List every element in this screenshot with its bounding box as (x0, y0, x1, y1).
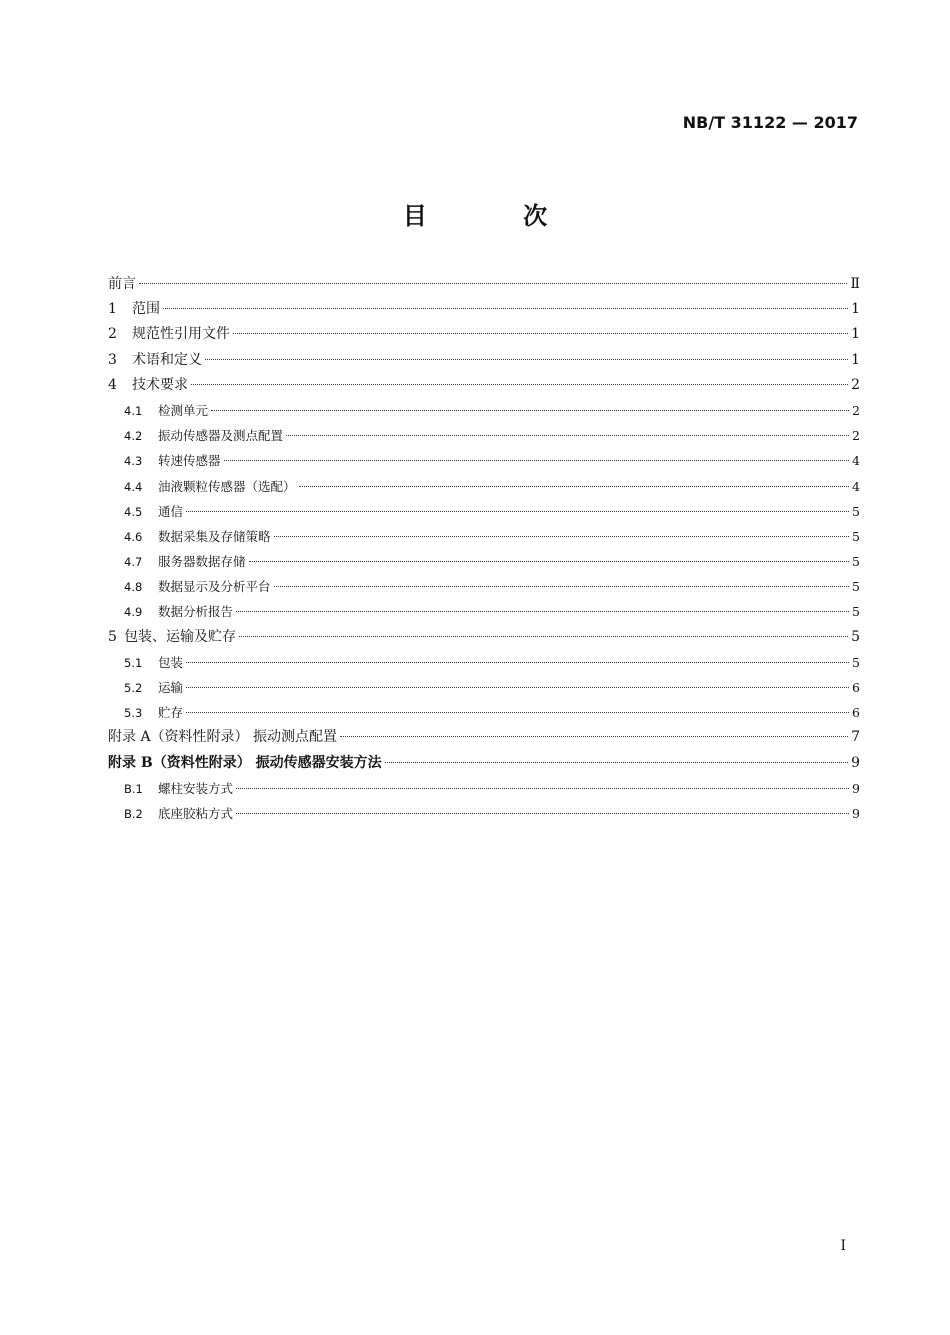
toc-entry-number: 2 (108, 326, 117, 343)
toc-entry[interactable] (108, 297, 860, 322)
toc-entry-page: 6 (852, 680, 860, 695)
dot-leader (186, 511, 849, 512)
toc-entry-number: 4 (108, 376, 117, 393)
toc-entry[interactable] (108, 776, 860, 801)
toc-entry[interactable] (108, 675, 860, 700)
toc-entry-label: 技术要求 (132, 376, 188, 393)
dot-leader (186, 687, 849, 688)
toc-entry[interactable] (108, 725, 860, 750)
toc-entry[interactable] (108, 751, 860, 776)
toc-entry-page: 5 (852, 604, 860, 620)
toc-entry-label: 包装、运输及贮存 (124, 628, 236, 645)
toc-entry-number: 4.5 (124, 504, 143, 519)
dot-leader (233, 333, 848, 334)
toc-entry[interactable] (108, 423, 860, 448)
toc-entry-label: 附录 B（资料性附录） 振动传感器安装方法 (108, 754, 382, 771)
toc-entry-page: 1 (851, 351, 860, 368)
toc-entry-number: 4.1 (124, 403, 143, 418)
toc-entry-label: 规范性引用文件 (132, 326, 230, 343)
toc-entry-number: 3 (108, 351, 117, 368)
toc-entry[interactable] (108, 398, 860, 423)
toc-entry-label: 贮存 (158, 705, 184, 721)
dot-leader (186, 712, 849, 713)
toc-entry-page: 5 (852, 654, 860, 670)
toc-entry[interactable] (108, 373, 860, 398)
dot-leader (191, 384, 848, 385)
toc-entry[interactable] (108, 524, 860, 549)
dot-leader (163, 308, 848, 309)
dot-leader (239, 636, 848, 637)
toc-entry-number: B.1 (124, 781, 143, 796)
toc-entry[interactable] (108, 322, 860, 347)
toc-entry-number: 4.6 (124, 529, 143, 544)
toc-entry[interactable] (108, 448, 860, 473)
toc-entry-label: 包装 (158, 654, 184, 670)
toc-entry-page: 2 (852, 402, 860, 418)
toc-entry-label: 通信 (158, 503, 184, 519)
toc-entry-number: 5.1 (124, 655, 143, 670)
dot-leader (205, 359, 848, 360)
toc-entry-page: 4 (852, 478, 860, 494)
toc-entry-page: 9 (852, 780, 860, 796)
standard-code: NB/T 31122 — 2017 (682, 113, 858, 132)
toc-entry[interactable] (108, 650, 860, 675)
toc-entry-page: 1 (851, 326, 860, 343)
toc-entry-page: 5 (852, 554, 860, 570)
toc-entry[interactable] (108, 499, 860, 524)
toc-entry-number: 4.2 (124, 429, 143, 444)
dot-leader (249, 561, 850, 562)
toc-entry-number: 4.8 (124, 580, 143, 595)
toc-entry-number: 4.4 (124, 479, 143, 494)
toc-entry-number: 4.9 (124, 605, 143, 620)
dot-leader (139, 283, 847, 284)
toc-entry-page: 2 (852, 428, 860, 444)
dot-leader (274, 536, 850, 537)
toc-entry-label: 数据分析报告 (158, 604, 234, 620)
footer-page-number: I (840, 1238, 846, 1254)
toc-entry-label: 转速传感器 (158, 453, 221, 469)
toc-entry-label: 数据显示及分析平台 (158, 579, 271, 595)
toc-entry-label: 数据采集及存储策略 (158, 528, 271, 544)
toc-entry[interactable] (108, 272, 860, 297)
toc-entry-number: 4.3 (124, 454, 143, 469)
toc-entry[interactable] (108, 599, 860, 624)
toc-entry-label: 油液颗粒传感器（选配） (158, 478, 296, 494)
toc-entry-label: 附录 A（资料性附录） 振动测点配置 (108, 729, 338, 746)
toc-entry-page: 7 (851, 729, 860, 746)
table-of-contents (108, 272, 860, 826)
dot-leader (224, 460, 850, 461)
toc-entry-page: 9 (851, 754, 860, 771)
toc-entry-label: 术语和定义 (132, 351, 202, 368)
toc-entry-number: 5.2 (124, 681, 143, 695)
toc-entry-page: 9 (852, 805, 860, 821)
toc-entry-page: 2 (851, 376, 860, 393)
dot-leader (286, 435, 849, 436)
toc-entry[interactable] (108, 348, 860, 373)
toc-entry-number: 5 (108, 628, 117, 645)
toc-entry-label: 检测单元 (158, 402, 209, 418)
toc-entry-page: 5 (852, 528, 860, 544)
toc-entry-page: 5 (851, 628, 860, 645)
toc-entry[interactable] (108, 625, 860, 650)
toc-entry-page: 1 (851, 301, 860, 318)
toc-entry[interactable] (108, 549, 860, 574)
toc-entry-label: 振动传感器及测点配置 (158, 428, 284, 444)
toc-entry-number: B.2 (124, 806, 143, 821)
toc-entry-number: 5.3 (124, 706, 143, 721)
dot-leader (274, 586, 850, 587)
toc-entry-page: 4 (852, 453, 860, 469)
dot-leader (299, 486, 850, 487)
dot-leader (236, 813, 849, 814)
toc-entry-number: 4.7 (124, 555, 143, 570)
toc-entry-page: Ⅱ (850, 276, 860, 292)
toc-entry-label: 螺柱安装方式 (158, 780, 234, 796)
dot-leader (236, 788, 849, 789)
toc-entry-number: 1 (108, 301, 117, 318)
page-title: 目 次 (402, 202, 592, 230)
toc-entry[interactable] (108, 474, 860, 499)
toc-entry-label: 底座胶粘方式 (158, 805, 234, 821)
toc-entry-label: 前言 (108, 276, 136, 292)
dot-leader (211, 410, 849, 411)
dot-leader (385, 762, 848, 763)
toc-entry[interactable] (108, 574, 860, 599)
toc-entry-page: 5 (852, 579, 860, 595)
toc-entry-label: 范围 (132, 301, 160, 318)
toc-entry-label: 运输 (158, 680, 184, 695)
toc-entry-page: 6 (852, 705, 860, 721)
dot-leader (186, 662, 849, 663)
toc-entry[interactable] (108, 700, 860, 725)
toc-entry-label: 服务器数据存储 (158, 554, 246, 570)
toc-entry[interactable] (108, 801, 860, 826)
toc-entry-page: 5 (852, 503, 860, 519)
dot-leader (340, 736, 848, 737)
dot-leader (236, 611, 849, 612)
